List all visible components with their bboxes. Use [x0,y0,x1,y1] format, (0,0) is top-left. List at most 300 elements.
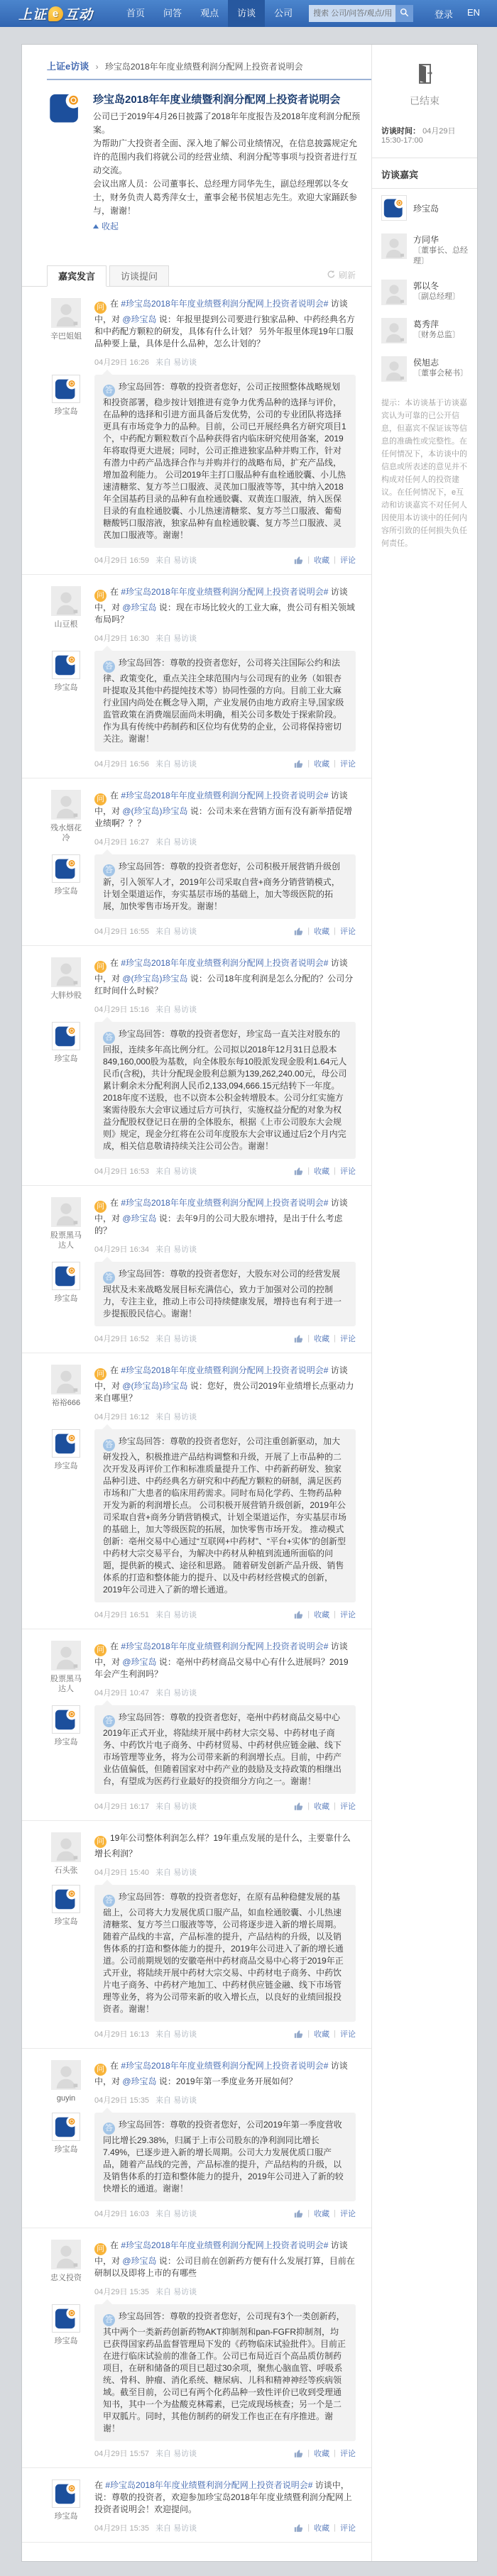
question-text [94,1832,356,1860]
question-link[interactable]: #珍宝岛2018年年度业绩暨利润分配网上投资者说明会# [121,1365,329,1375]
answer-icon: 答 [103,864,115,876]
comment-link[interactable]: 评论 [340,1611,356,1619]
like-icon[interactable] [294,2523,303,2533]
username[interactable]: 残水烟花冷 [50,824,82,842]
question-link[interactable]: @珍宝岛 [122,602,157,612]
guests-heading: 访谈嘉宾 [372,158,477,189]
username[interactable]: 股票黑马达人 [50,1231,82,1250]
company-avatar[interactable] [52,651,80,679]
answer-bubble [94,1262,356,1326]
answer-icon: 答 [103,661,115,673]
like-icon[interactable] [294,2449,303,2458]
qa-list [22,287,371,2543]
language-toggle[interactable]: EN [466,6,480,18]
answer-time: 04月29日 16:51 [94,1611,150,1619]
answer-meta [94,1165,356,1177]
guest-company-logo [381,195,407,221]
answer-icon: 答 [103,1439,115,1451]
guest-avatar [381,233,407,259]
tab-interview-questions[interactable]: 访谈提问 [109,265,169,287]
answer-actions: | 收藏 | 评论 [294,2448,356,2459]
breadcrumb-divider [47,79,371,80]
question-link[interactable]: @(珍宝岛)珍宝岛 [122,806,188,816]
answer-meta [94,554,356,566]
company-avatar[interactable] [52,1429,80,1458]
question-meta [94,2522,356,2533]
question-text [94,2060,356,2088]
guest-item[interactable]: 郭以冬 〔副总经理〕 [372,273,477,312]
company-avatar[interactable] [52,2113,80,2141]
question-meta [94,836,356,847]
company-avatar[interactable] [52,1705,80,1734]
favorite-link[interactable]: 收藏 [314,2210,330,2218]
user-avatar[interactable] [51,957,81,987]
logo-e-bubble-icon: e [48,6,63,21]
user-avatar[interactable] [51,2240,81,2269]
answer-bubble [94,1705,356,1794]
company-avatar[interactable] [52,375,80,403]
username[interactable]: 珍宝岛 [54,2512,78,2521]
answer-time: 04月29日 16:52 [94,1335,150,1343]
company-avatar[interactable] [52,2479,80,2508]
favorite-link[interactable]: 收藏 [314,1167,330,1176]
answer-time: 04月29日 15:57 [94,2450,150,2458]
answer-time: 04月29日 16:03 [94,2210,150,2218]
answer-text: 珍宝岛回答：尊敬的投资者您好，公司将关注国际公约和法律、政策变化，重点关注全球范围内与公司现有的业务（如银杏叶提取及其他中药提纯技术等）协同性强的方向。目前工业大麻行业国内尚处在概念导入期，产业发展仍由地方政府主导,国家级监管政策在消费端层面尚未明确，相关公司多数处于探索阶段。作为具有传统中药制药和区位均有优势的企业，公司将保持密切关注。谢谢！ [103,658,344,744]
collapse-link[interactable]: 收起 [93,220,119,232]
question-icon: 问 [94,2243,106,2255]
company-name[interactable]: 珍宝岛 [54,2145,78,2154]
nav-companies[interactable]: 公司 [274,8,293,18]
company-name[interactable]: 珍宝岛 [54,407,78,416]
question-text-segment: 说：去年9月的公司大股东增持，是出于什么考虑的？ [94,1213,343,1235]
username[interactable]: 裕裕666 [51,1399,81,1407]
question-source: 来自 易访谈 [155,634,197,643]
question-meta [94,2094,356,2106]
question-time: 04月29日 16:27 [94,838,150,847]
question-row [22,2479,371,2533]
answer-actions: | 收藏 | 评论 [294,1333,356,1344]
answer-source: 来自 易访谈 [155,2210,197,2218]
question-source: 来自 易访谈 [155,2096,197,2105]
question-source: 来自 易访谈 [155,358,197,367]
answer-bubble [94,375,356,548]
question-link[interactable]: @(珍宝岛)珍宝岛 [122,1381,188,1391]
guest-avatar [381,356,407,382]
company-name[interactable]: 珍宝岛 [54,1738,78,1746]
answer-bubble [94,854,356,919]
answer-source: 来自 易访谈 [155,2030,197,2039]
favorite-link[interactable]: 收藏 [314,1335,330,1343]
main-nav [117,0,302,27]
question-text [94,1641,356,1680]
question-row [22,1365,371,1422]
question-text-segment: 访谈中，对 [94,2240,348,2266]
question-source: 来自 易访谈 [155,1689,197,1697]
question-source: 来自 易访谈 [155,2288,197,2296]
answer-source: 来自 易访谈 [155,1335,197,1343]
qa-item [22,946,371,1186]
question-text-segment: 访谈中，对 [94,791,348,816]
question-icon: 问 [94,302,106,314]
answer-icon: 答 [103,385,115,397]
sse-e-interaction-logo[interactable] [18,4,93,23]
username[interactable]: 忠义投资 [50,2274,82,2282]
answer-actions: | 收藏 | 评论 [294,554,356,566]
question-text-segment: 在 [110,1198,121,1208]
answer-row [22,1885,371,2040]
answer-time: 04月29日 16:55 [94,928,150,936]
answer-row [22,854,371,937]
question-text-segment: 访谈中，对 [94,587,348,612]
company-avatar[interactable] [52,1262,80,1290]
answer-actions: | 收藏 | 评论 [294,1800,356,1812]
question-meta [94,1687,356,1698]
breadcrumb-root-link[interactable]: 上证e访谈 [47,61,89,72]
question-source: 来自 易访谈 [155,838,197,847]
answer-text: 珍宝岛回答：尊敬的投资者您好，公司2019年第一季度营收同比增长29.38%，归属于上市公司股东的净利润同比增长7.49%，已逐步进入新的增长周期。公司大力发展优质口服产品，随着产品线的完善，产品标准的提升，产品结构的升级，以及销售体系的打造和整体能力的提升，2019年公司进入了新的较快增长的通道。谢谢！ [103,2120,344,2194]
company-name[interactable]: 珍宝岛 [54,683,78,692]
main-column [22,45,371,2561]
logo-part1: 上证 [18,7,48,23]
question-icon: 问 [94,1644,106,1656]
nav-views[interactable]: 观点 [200,8,219,18]
user-avatar[interactable] [51,298,81,328]
answer-text: 珍宝岛回答：尊敬的投资者您好，公司现有3个一类创新药，其中两个一类新药创新药物AKT抑制剂和pan-FGFR抑制剂，均已获得国家药品监督管理局下发的《药物临床试验批件》。目前正在进行临床试验前的准备工作。公司已布局近百个高品质仿制药项目，在研和储备的项目已超过30余项，聚焦心脑血管、呼吸系统、骨科、肿瘤、消化系统、糖尿病、儿科和精神神经等疾病领域。截至目前，公司已有两个化药品种一致性评价已收到受理通知书，其中一个为盐酸克林霉素，已完成现场核查；另一个是二甲双胍片。同时，其他仿制药的研发工作也正在有序推进。谢谢！ [103,2311,346,2433]
favorite-link[interactable]: 收藏 [314,1802,330,1811]
answer-icon: 答 [103,2314,115,2326]
status-box [372,45,477,118]
answer-source: 来自 易访谈 [155,556,197,565]
nav-home[interactable]: 首页 [126,8,146,18]
top-navigation-bar [0,0,497,27]
answer-time: 04月29日 16:56 [94,760,150,769]
answer-row [22,375,371,566]
favorite-link[interactable]: 收藏 [314,2030,330,2039]
question-text-segment: 说：您好，贵公司2019年业绩增长点驱动力来自哪里？ [94,1381,354,1403]
meeting-description-line3: 会议出席人员：公司董事长、总经理方同华先生，副总经理郭以冬女士，财务负责人葛秀萍女士，董事会秘书侯旭志先生。欢迎大家踊跃参与，谢谢！ [93,179,358,216]
qa-item [22,1353,371,1629]
question-link[interactable]: @珍宝岛 [122,2076,157,2086]
answer-actions: | 收藏 | 评论 [294,2208,356,2219]
question-text-segment: 访谈中，说：尊敬的投资者，欢迎参加珍宝岛2018年年度业绩暨利润分配网上投资者说明会！欢迎提问。 [94,2480,352,2514]
question-link[interactable]: #珍宝岛2018年年度业绩暨利润分配网上投资者说明会# [121,587,329,597]
tab-bar [22,263,371,287]
answer-row [22,1262,371,1344]
comment-link[interactable]: 评论 [340,928,356,936]
answer-source: 来自 易访谈 [155,928,197,936]
question-text-segment: 访谈中，对 [94,1641,348,1667]
company-name[interactable]: 珍宝岛 [54,887,78,896]
question-link[interactable]: #珍宝岛2018年年度业绩暨利润分配网上投资者说明会# [121,1198,329,1208]
question-row [22,1641,371,1698]
answer-row [22,1022,371,1177]
answer-icon: 答 [103,1715,115,1727]
answer-meta [94,2028,356,2040]
question-text-segment: 说：亳州中药材商品交易中心有什么进展吗？2019年会产生利润吗？ [94,1657,349,1679]
question-row [22,298,371,368]
comment-link[interactable]: 评论 [340,760,356,769]
question-text [94,2240,356,2279]
company-avatar[interactable] [52,854,80,883]
user-avatar[interactable] [51,1197,81,1227]
user-avatar[interactable] [51,586,81,616]
question-icon: 问 [94,590,106,602]
comment-link[interactable]: 评论 [340,1167,356,1176]
question-source: 来自 易访谈 [155,1006,197,1014]
question-icon: 问 [94,1836,106,1848]
like-icon[interactable] [294,556,303,565]
question-link[interactable]: #珍宝岛2018年年度业绩暨利润分配网上投资者说明会# [121,1641,329,1651]
qa-item [22,575,371,778]
like-icon[interactable] [294,759,303,769]
nav-qa[interactable]: 问答 [163,8,182,18]
breadcrumb-current: 珍宝岛2018年年度业绩暨利润分配网上投资者说明会 [104,62,303,72]
qa-item [22,778,371,946]
comment-link[interactable]: 评论 [340,1802,356,1811]
answer-source: 来自 易访谈 [155,1611,197,1619]
company-name[interactable]: 珍宝岛 [54,2337,78,2345]
breadcrumb [47,59,364,72]
guest-item[interactable]: 侯旭志 〔董事会秘书〕 [372,350,477,388]
question-link[interactable]: @珍宝岛 [122,1657,157,1667]
answer-time: 04月29日 16:59 [94,556,150,565]
answer-bubble [94,1022,356,1159]
qa-item [22,1821,371,2049]
user-avatar[interactable] [51,1641,81,1670]
question-text-segment: 在 [110,587,121,597]
question-text-segment: 说：2019年第一季度业务开展如何？ [156,2076,297,2086]
answer-icon: 答 [103,2123,115,2135]
answer-source: 来自 易访谈 [155,1167,197,1176]
answer-actions: | 收藏 | 评论 [294,1165,356,1177]
guest-company[interactable]: 珍宝岛 [372,189,477,227]
tab-guest-speeches[interactable]: 嘉宾发言 [47,265,106,287]
question-text-segment: 在 [110,958,121,968]
answer-text: 珍宝岛回答：尊敬的投资者您好，大股东对公司的经营发展现状及未来战略发展目标充满信心，致力于加强对公司的控制力，专注主业，推动上市公司持续健康发展，增持也有利于进一步提振股民信心。谢谢！ [103,1269,342,1319]
question-text-segment: 在 [110,791,121,800]
favorite-link[interactable]: 收藏 [314,2524,330,2533]
search-input[interactable] [309,5,395,22]
user-avatar[interactable] [51,2060,81,2090]
company-name[interactable]: 珍宝岛 [54,1917,78,1926]
like-icon[interactable] [294,2030,303,2039]
favorite-link[interactable]: 收藏 [314,760,330,769]
question-row [22,790,371,847]
question-row [22,2060,371,2106]
question-link[interactable]: @珍宝岛 [122,1213,157,1223]
username[interactable]: 山豆根 [54,620,78,629]
question-link[interactable]: #珍宝岛2018年年度业绩暨利润分配网上投资者说明会# [121,2061,329,2071]
question-meta [94,1411,356,1422]
question-source: 来自 易访谈 [155,2524,197,2533]
guest-item[interactable]: 葛秀萍 〔财务总监〕 [372,312,477,350]
question-meta [94,1866,356,1878]
comment-link[interactable]: 评论 [340,556,356,565]
answer-text: 珍宝岛回答：尊敬的投资者您好，在原有品种稳健发展的基础上，公司将大力发展优质口服产品，如血栓通胶囊、小儿热速清糖浆、复方芩兰口服液等等，公司将逐步进入新的增长周期。随着产品线的丰富，产品标准的提升，产品结构的升级，以及销售体系的打造和整体能力的提升，2019年公司进入了新的增长通道。公司前期规划的安徽亳州中药材商品交易中心将于2019年正式开业，将陆续开展中药材大宗交易、中药材电子商务、中药饮片电子商务、中药材产地加工、中药材供应链金融、线下市场管理等业务，将为公司带来新的收入增长点，以良好的业绩回报投资者。谢谢！ [103,1892,344,2014]
question-link[interactable]: @珍宝岛 [122,314,157,324]
comment-link[interactable]: 评论 [340,2210,356,2218]
question-link[interactable]: @珍宝岛 [122,2256,157,2266]
question-source: 来自 易访谈 [155,1868,197,1877]
answer-meta [94,1333,356,1344]
question-row [22,586,371,644]
answer-row [22,1429,371,1620]
guest-avatar [381,280,407,305]
company-avatar[interactable] [52,1885,80,1913]
company-avatar[interactable] [52,1022,80,1050]
question-icon: 问 [94,793,106,805]
answer-actions: | 收藏 | 评论 [294,2028,356,2040]
username[interactable]: 石头张 [54,1866,78,1875]
question-source: 来自 易访谈 [155,1413,197,1421]
like-icon[interactable] [294,1167,303,1176]
search-icon [400,8,409,19]
sidebar [371,45,477,2561]
answer-bubble [94,1885,356,2022]
user-avatar[interactable] [51,790,81,820]
user-avatar[interactable] [51,1832,81,1862]
answer-icon: 答 [103,1895,115,1907]
question-text-segment: 在 [94,2480,106,2490]
company-name[interactable]: 珍宝岛 [54,1294,78,1303]
like-icon[interactable] [294,927,303,936]
question-time: 04月29日 15:35 [94,2288,150,2296]
guest-item[interactable]: 方同华 〔董事长、总经理〕 [372,227,477,273]
question-time: 04月29日 15:40 [94,1868,150,1877]
comment-link[interactable]: 评论 [340,2450,356,2458]
nav-interviews[interactable]: 访谈 [228,0,265,27]
like-icon[interactable] [294,2209,303,2218]
answer-meta [94,2448,356,2459]
question-row [22,1832,371,1878]
question-time: 04月29日 15:16 [94,1006,150,1014]
answer-text: 珍宝岛回答：尊敬的投资者您好，公司注重创新驱动，加大研发投入，积极推进产品结构调整和升级，开展了上市品种的二次开发及再评价工作和标准质量提升工作、中药新药研发、独家品种引进、中药经典名方研究和中药配方颗粒的研制，满足医药市场和广大患者的临床用药需求。同时布局化学药、生物药品种开发为新的利润增长点。 公司积极开展营销升级创新，2019年公司采取自营+商务分销营销模式，计划全渠道运作，夯实基层市场的基础上，加大等级医院的拓展，加快零售市场开发。 推动模式创新：亳州交易中心通过“互联网+中药材”、“平台+实体”的创新型中药材大宗交易平台，为解决中药材从种植到流通所面临的问题，提供新的模式、途径和思路。 随着研发创新产品升级、销售体系的打造和整体能力的提升、以及中药材经营模式的创新，2019年公司进入了新的增长通道。 [103,1436,347,1595]
qa-item [22,1629,371,1821]
refresh-button[interactable]: 刷新 [327,269,356,281]
interview-page-card [21,44,478,2562]
username[interactable]: 辛巴姐姐 [50,332,82,341]
question-icon: 问 [94,961,106,973]
question-text [94,586,356,626]
answer-bubble [94,2304,356,2441]
question-meta [94,1243,356,1255]
answer-row [22,1705,371,1812]
favorite-link[interactable]: 收藏 [314,2450,330,2458]
question-row [22,1197,371,1255]
answer-text: 珍宝岛回答：尊敬的投资者您好，亳州中药材商品交易中心2019年正式开业，将陆续开展中药材大宗交易、中药材电子商务、中药饮片电子商务、中药材贸易、中药材供应链金融、线下市场管理等业务，将为公司带来新的利润增长点。目前，中药产业估值偏低，但随着国家对中药产业的鼓励及支持政策的相继出台，有望成为医药行业最好的投资细分方向之一。谢谢！ [103,1712,342,1786]
answer-bubble [94,651,356,752]
question-time: 04月29日 16:12 [94,1413,150,1421]
question-icon: 问 [94,1368,106,1380]
question-text-segment: 在 [110,1641,121,1651]
question-text [94,2479,356,2516]
company-name[interactable]: 珍宝岛 [54,1462,78,1470]
question-link[interactable]: #珍宝岛2018年年度业绩暨利润分配网上投资者说明会# [105,2480,313,2490]
comment-link[interactable]: 评论 [340,1335,356,1343]
answer-text: 珍宝岛回答：尊敬的投资者您好，珍宝岛一直关注对股东的回报，连续多年高比例分红。公司拟以2018年12月31日总股本849,160,000股为基数，向全体股东每10股派发现金股利1.64元人民币(含税)，共计分配现金股利总额为139,262,240.00元，母公司累计剩余未分配利润人民币2,133,094,666.15元结转下一年度。2018年度不送股，也不以资本公积金转增股本。公司分红实施方案需待股东大会审议通过后方可执行，实施权益分配的对象为权益分配股权登记日在册的全体股东，根据《上市公司股东大会规则》规定，现金分红将在公司年度股东大会审议通过后2个月内完成，相关信息敬请持续关注公司公告。谢谢！ [103,1029,347,1151]
answer-meta [94,1800,356,1812]
user-avatar[interactable] [51,1365,81,1394]
question-time: 04月29日 15:35 [94,2096,150,2105]
answer-source: 来自 易访谈 [155,2450,197,2458]
answer-meta [94,1609,356,1620]
question-text-segment: 说：公司18年度利润是怎么分配的？公司分红时间什么时候？ [94,974,354,996]
question-link[interactable]: #珍宝岛2018年年度业绩暨利润分配网上投资者说明会# [121,2240,329,2250]
page-title: 珍宝岛2018年年度业绩暨利润分配网上投资者说明会 [93,94,341,106]
favorite-link[interactable]: 收藏 [314,1611,330,1619]
favorite-link[interactable]: 收藏 [314,556,330,565]
company-avatar[interactable] [52,2304,80,2333]
question-icon: 问 [94,2064,106,2076]
answer-time: 04月29日 16:53 [94,1167,150,1176]
question-text-segment: 在 [110,299,121,309]
breadcrumb-separator: › [95,62,99,72]
meeting-description-line2: 为帮助广大投资者全面、深入地了解公司业绩情况，在信息披露规定允许的范围内我们将就公司的经营业绩、利润分配等事项与投资者进行互动交流。 [93,138,358,175]
qa-item [22,2468,371,2543]
exit-door-icon [415,75,435,87]
favorite-link[interactable]: 收藏 [314,928,330,936]
question-meta [94,632,356,644]
login-link[interactable]: 登录 [434,9,453,20]
comment-link[interactable]: 评论 [340,2030,356,2039]
like-icon[interactable] [294,1334,303,1343]
logo-part2: 互动 [65,7,94,23]
question-link[interactable]: @(珍宝岛)珍宝岛 [122,974,188,984]
question-text [94,1365,356,1404]
question-text-segment: 在 [110,1365,121,1375]
company-name[interactable]: 珍宝岛 [54,1055,78,1063]
username[interactable]: 大胖炒股 [50,991,82,1000]
refresh-icon [327,270,336,281]
qa-item [22,2049,371,2228]
question-icon: 问 [94,1201,106,1213]
qa-item [22,287,371,575]
answer-source: 来自 易访谈 [155,760,197,769]
answer-bubble [94,2113,356,2201]
username[interactable]: guyin [56,2094,76,2103]
question-meta [94,356,356,368]
question-row [22,957,371,1015]
question-meta [94,1003,356,1015]
question-link[interactable]: #珍宝岛2018年年度业绩暨利润分配网上投资者说明会# [121,958,329,968]
status-badge: 已结束 [410,95,439,106]
answer-time: 04月29日 16:13 [94,2030,150,2039]
guest-avatar [381,318,407,343]
answer-icon: 答 [103,1032,115,1044]
meeting-description-line1: 公司已于2019年4月26日披露了2018年年度报告及2018年度利润分配预案。 [93,111,361,135]
answer-actions: | 收藏 | 评论 [294,1609,356,1620]
username[interactable]: 股票黑马达人 [50,1675,82,1693]
question-text-segment: 说：现在市场比较火的工业大麻，贵公司有相关领域布局吗？ [94,602,355,624]
question-link[interactable]: #珍宝岛2018年年度业绩暨利润分配网上投资者说明会# [121,791,329,800]
answer-text: 珍宝岛回答：尊敬的投资者您好，公司积极开展营销升级创新，引入领军人才，2019年公司采取自营+商务分销营销模式，计划全渠道运作，夯实基层市场的基础上，加大等级医院的拓展，加快零售市场开发。谢谢！ [103,862,341,911]
answer-actions: | 收藏 | 评论 [294,925,356,937]
question-link[interactable]: #珍宝岛2018年年度业绩暨利润分配网上投资者说明会# [121,299,329,309]
question-meta [94,2286,356,2297]
question-text-segment: 说：公司未来在营销方面有没有新举措促增业绩啊？？？ [94,806,352,828]
question-text-segment: 说：公司目前在创新药方便有什么发展打算，目前在研制以及即将上市的有哪些 [94,2256,355,2278]
question-text-segment: 访谈中，对 [94,958,348,984]
like-icon[interactable] [294,1610,303,1619]
question-source: 来自 易访谈 [155,1245,197,1254]
question-time: 04月29日 16:30 [94,634,150,643]
like-icon[interactable] [294,1802,303,1811]
question-text-segment: 访谈中，对 [94,1365,348,1391]
question-actions: | 收藏 | 评论 [294,2522,356,2533]
search-button[interactable] [395,5,413,22]
comment-link[interactable]: 评论 [340,2524,356,2533]
